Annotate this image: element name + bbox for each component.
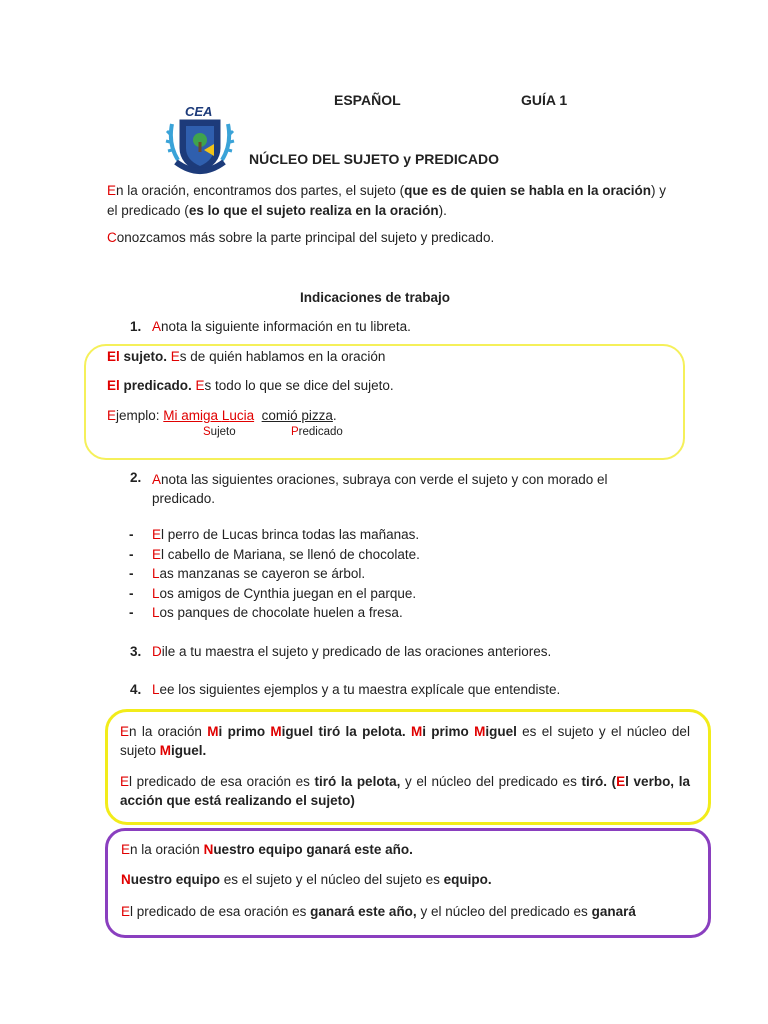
step-2-number: 2. bbox=[130, 470, 142, 485]
predicate-definition: El predicado. Es todo lo que se dice del sujeto. bbox=[107, 378, 394, 393]
subject-definition: El sujeto. Es de quién hablamos en la oración bbox=[107, 349, 386, 364]
step-4-number: 4. bbox=[130, 682, 142, 697]
label-sujeto: Sujeto bbox=[203, 426, 236, 438]
school-logo bbox=[164, 104, 236, 178]
example-box-2 bbox=[105, 828, 711, 938]
list-item: - El cabello de Mariana, se llenó de chocolate. bbox=[129, 546, 420, 562]
example-1-paragraph-1: En la oración Mi primo Miguel tiró la pelota. Mi primo Miguel es el sujeto y el núcleo del sujeto Miguel. bbox=[120, 724, 690, 758]
example-2-line-2: Nuestro equipo es el sujeto y el núcleo del sujeto es equipo. bbox=[121, 872, 492, 887]
logo-text: CEA bbox=[185, 104, 213, 119]
list-item: - Los amigos de Cynthia juegan en el parque. bbox=[129, 585, 417, 601]
step-2-text: Anota las siguientes oraciones, subraya con verde el sujeto y con morado el predicado. bbox=[152, 472, 608, 506]
sentence-list bbox=[129, 527, 420, 625]
list-item: - El perro de Lucas brinca todas las mañanas. bbox=[129, 527, 420, 542]
step-1-text: Anota la siguiente información en tu libreta. bbox=[152, 319, 411, 334]
page-title: NÚCLEO DEL SUJETO y PREDICADO bbox=[249, 151, 499, 167]
intro-paragraph-2: Conozcamos más sobre la parte principal del sujeto y predicado. bbox=[107, 230, 495, 245]
subject-heading: ESPAÑOL bbox=[334, 92, 401, 108]
example-2-line-1: En la oración Nuestro equipo ganará este año. bbox=[121, 842, 413, 857]
guide-heading: GUÍA 1 bbox=[521, 92, 568, 108]
step-3-text: Dile a tu maestra el sujeto y predicado de las oraciones anteriores. bbox=[152, 644, 552, 659]
step-4-text: Lee los siguientes ejemplos y a tu maestra explícale que entendiste. bbox=[152, 682, 561, 697]
label-predicado: Predicado bbox=[291, 426, 343, 438]
section-title: Indicaciones de trabajo bbox=[300, 290, 451, 305]
example-1-paragraph-2: El predicado de esa oración es tiró la pelota, y el núcleo del predicado es tiró. (El verbo, la acción que está realizando el sujeto) bbox=[120, 774, 690, 808]
step-3-number: 3. bbox=[130, 644, 142, 659]
example-2-line-3: El predicado de esa oración es ganará este año, y el núcleo del predicado es ganará bbox=[121, 904, 636, 919]
list-item: - Las manzanas se cayeron se árbol. bbox=[129, 566, 366, 582]
step-1-number: 1. bbox=[130, 319, 142, 334]
intro-paragraph: En la oración, encontramos dos partes, el sujeto (que es de quien se habla en la oración) y el predicado (es lo que el sujeto realiza en la oración). bbox=[107, 183, 666, 218]
list-item: - Los panques de chocolate huelen a fresa. bbox=[129, 605, 403, 621]
example-line: Ejemplo: Mi amiga Lucia comió pizza. bbox=[107, 408, 337, 423]
